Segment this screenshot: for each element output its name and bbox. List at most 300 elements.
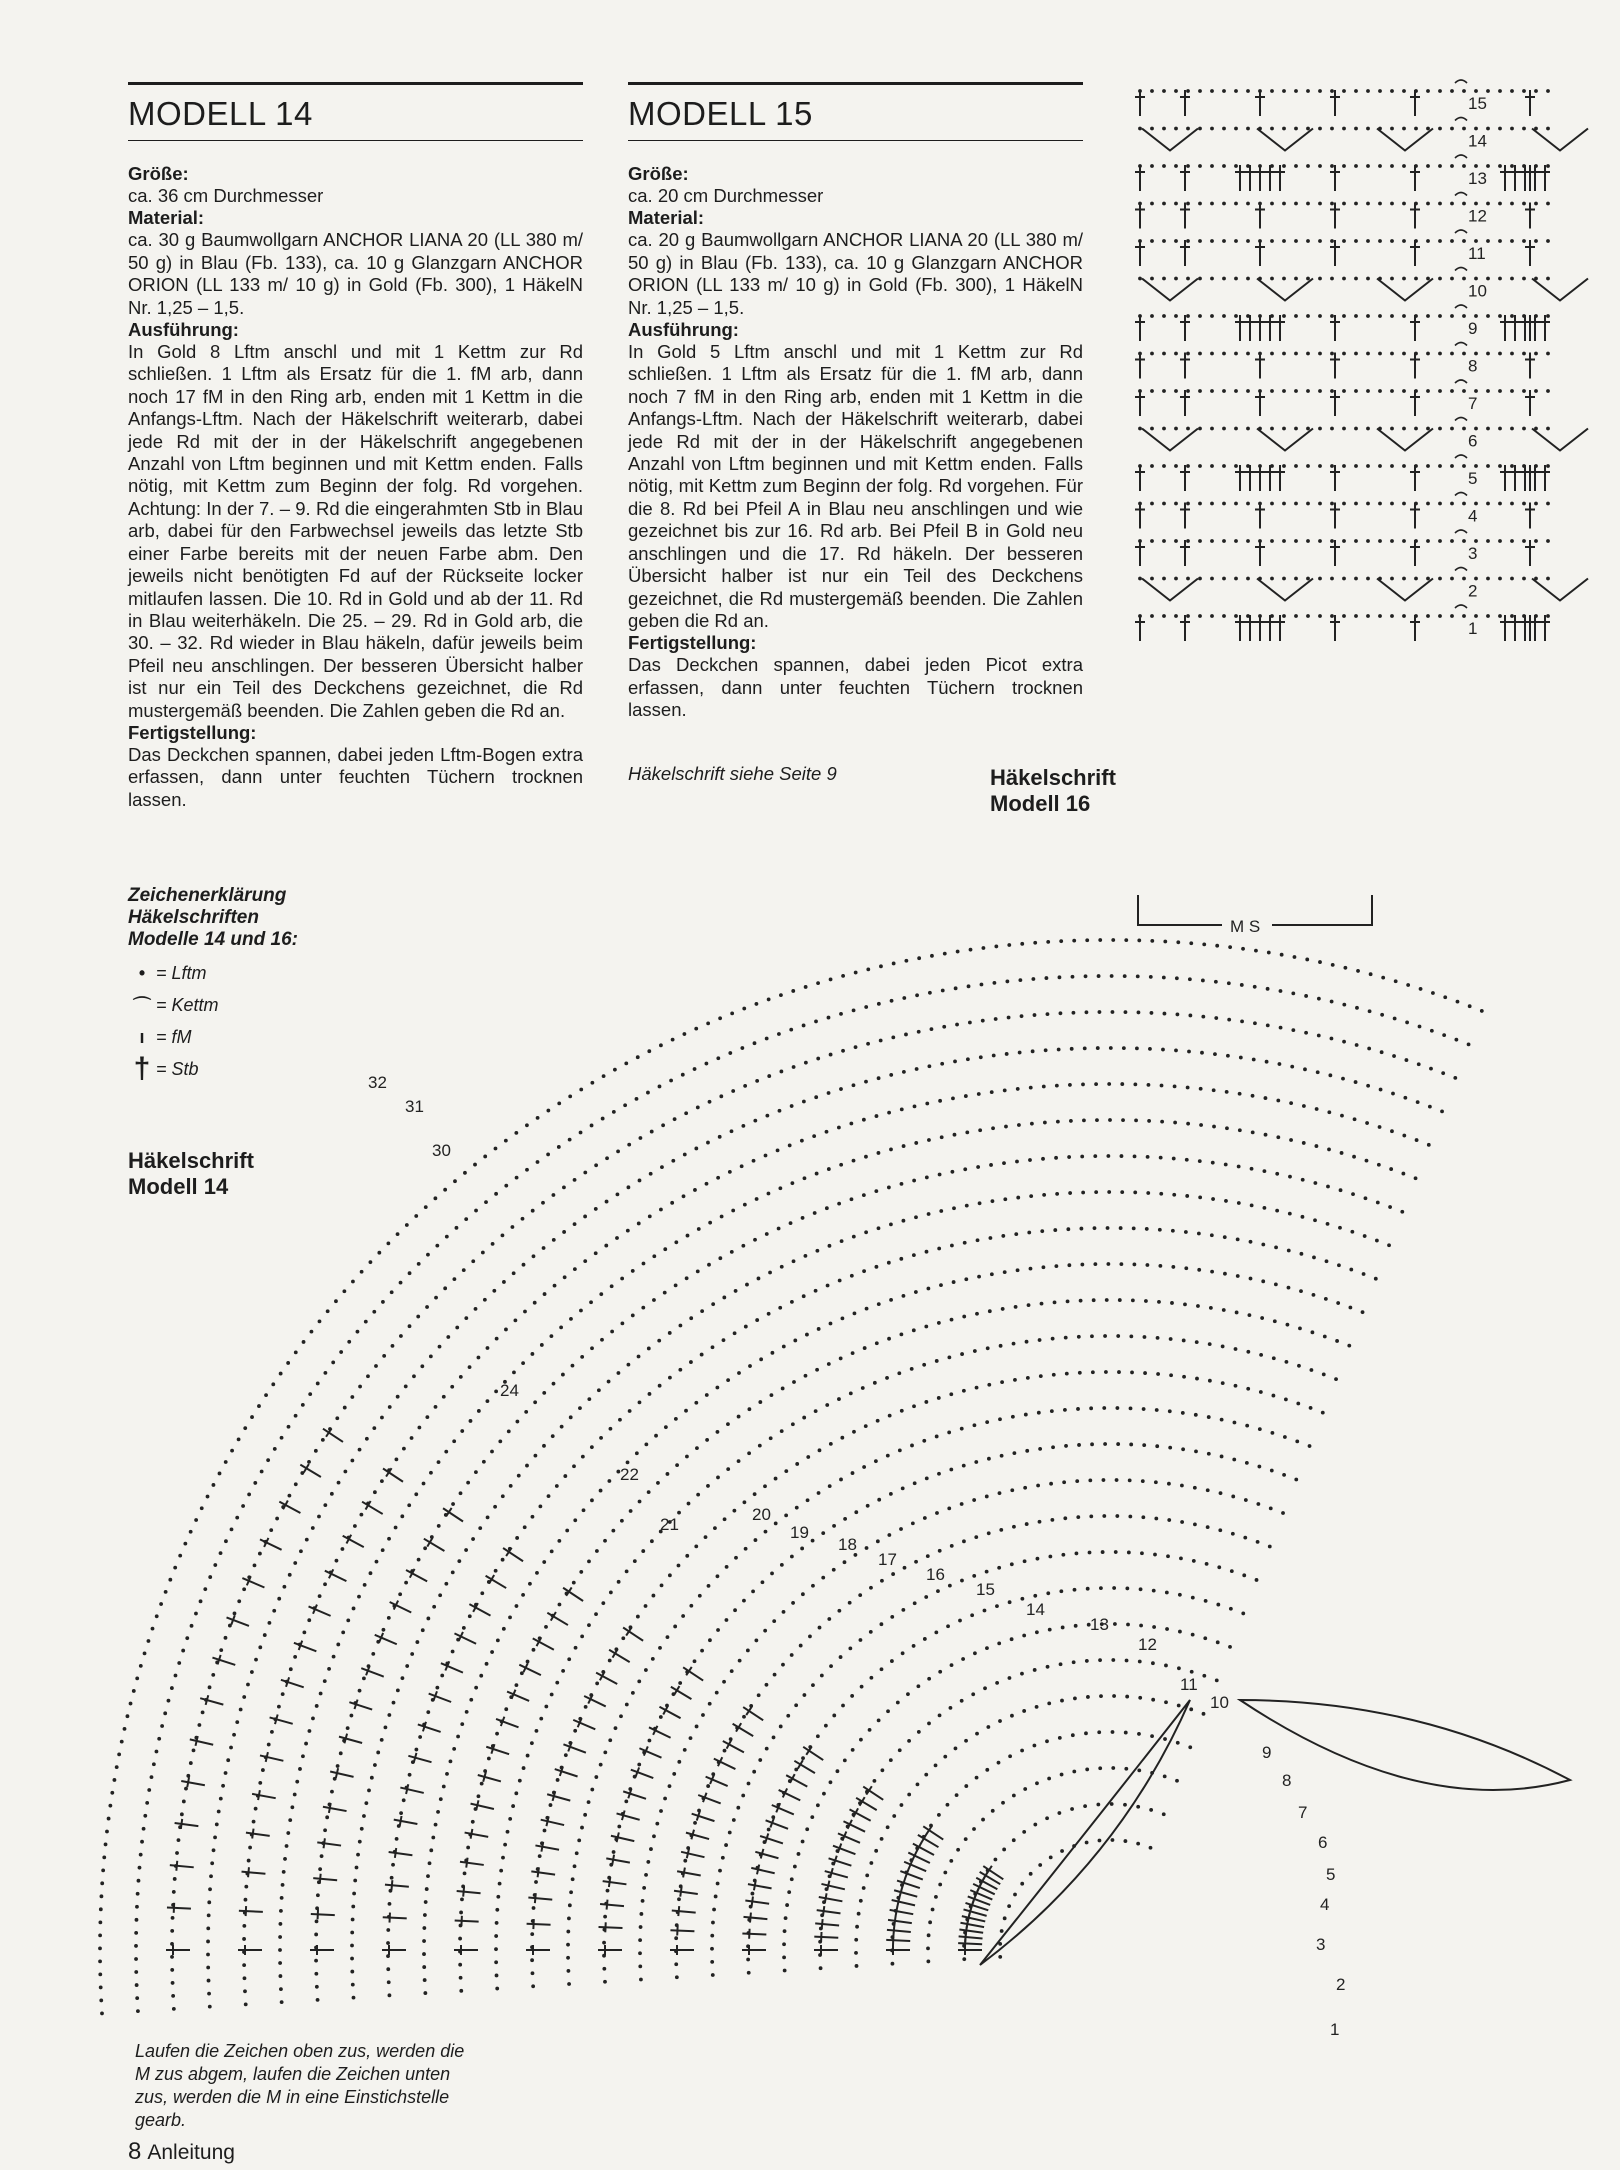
chain-dot bbox=[1067, 1155, 1071, 1159]
chain-dot bbox=[889, 1222, 893, 1226]
chain-dot bbox=[1072, 1770, 1076, 1774]
chain-dot bbox=[1008, 1600, 1012, 1604]
chain-dot bbox=[1158, 1264, 1162, 1268]
chain-dot bbox=[1196, 1304, 1200, 1308]
chain-dot bbox=[913, 1601, 917, 1605]
stb-symbol bbox=[1510, 465, 1520, 491]
round-number: 31 bbox=[405, 1097, 424, 1116]
chain-dot bbox=[778, 1306, 782, 1310]
chain-dot bbox=[1120, 1082, 1124, 1086]
stb-symbol bbox=[745, 1896, 770, 1909]
chain-dot bbox=[901, 1608, 905, 1612]
chain-dot bbox=[1023, 1787, 1027, 1791]
chain-dot bbox=[733, 1608, 737, 1612]
round-number: 9 bbox=[1468, 319, 1478, 338]
chain-dot bbox=[900, 1409, 904, 1413]
stb-symbol bbox=[535, 1841, 560, 1855]
chain-dot bbox=[567, 1917, 571, 1921]
chain-dot bbox=[924, 1773, 928, 1777]
chain-dot bbox=[638, 1938, 642, 1942]
chain-dot bbox=[743, 1084, 747, 1088]
chain-dot bbox=[1210, 614, 1214, 618]
chain-dot bbox=[164, 1590, 168, 1594]
chain-dot bbox=[1246, 539, 1250, 543]
stb-symbol bbox=[1410, 240, 1420, 266]
chain-dot bbox=[1150, 614, 1154, 618]
stb-symbol bbox=[1500, 465, 1510, 491]
chain-dot bbox=[962, 1315, 966, 1319]
chain-dot bbox=[316, 1382, 320, 1386]
chain-dot bbox=[1165, 1627, 1169, 1631]
chain-dot bbox=[1025, 1522, 1029, 1526]
chain-dot bbox=[208, 1685, 212, 1689]
chain-dot bbox=[710, 1934, 714, 1938]
chain-dot bbox=[458, 1937, 462, 1941]
chain-dot bbox=[293, 1655, 297, 1659]
chain-dot bbox=[288, 1818, 292, 1822]
kettm-arc bbox=[1455, 118, 1467, 121]
chain-dot bbox=[924, 1325, 928, 1329]
chain-dot bbox=[610, 1330, 614, 1334]
chain-dot bbox=[1486, 614, 1490, 618]
chain-dot bbox=[546, 1109, 550, 1113]
chain-dot bbox=[530, 1932, 534, 1936]
chain-dot bbox=[651, 1657, 655, 1661]
stb-symbol bbox=[1525, 540, 1535, 566]
chain-dot bbox=[793, 1339, 797, 1343]
chain-dot bbox=[1222, 127, 1226, 131]
chain-dot bbox=[955, 1793, 959, 1797]
kettm-arc bbox=[1455, 155, 1467, 158]
chain-dot bbox=[1283, 1435, 1287, 1439]
chain-dot bbox=[572, 1464, 576, 1468]
chain-dot bbox=[1222, 539, 1226, 543]
chain-dot bbox=[1024, 1413, 1028, 1417]
chain-dot bbox=[991, 1809, 995, 1813]
v-stitch bbox=[1142, 429, 1198, 451]
chain-dot bbox=[1546, 239, 1550, 243]
chain-dot bbox=[1390, 464, 1394, 468]
stb-symbol bbox=[712, 1754, 738, 1773]
chain-dot bbox=[864, 1155, 868, 1159]
chain-dot bbox=[641, 1306, 645, 1310]
chain-dot bbox=[437, 1460, 441, 1464]
chain-dot bbox=[1282, 502, 1286, 506]
chain-dot bbox=[1354, 614, 1358, 618]
chain-dot bbox=[206, 1495, 210, 1499]
chain-dot bbox=[864, 1005, 868, 1009]
chain-dot bbox=[964, 1277, 968, 1281]
chain-dot bbox=[206, 1953, 210, 1957]
chain-dot bbox=[1204, 1599, 1208, 1603]
stb-symbol bbox=[1510, 315, 1520, 341]
chain-dot bbox=[1108, 1118, 1112, 1122]
chain-dot bbox=[976, 1165, 980, 1169]
chain-dot bbox=[948, 1584, 952, 1588]
chain-dot bbox=[1020, 1749, 1024, 1753]
chain-dot bbox=[1416, 1100, 1420, 1104]
chain-dot bbox=[609, 1427, 613, 1431]
chain-dot bbox=[946, 1803, 950, 1807]
chain-dot bbox=[606, 1889, 610, 1893]
chain-dot bbox=[1011, 1415, 1015, 1419]
chain-dot bbox=[1163, 1012, 1167, 1016]
stb-symbol bbox=[1245, 315, 1255, 341]
chain-dot bbox=[426, 1874, 430, 1878]
chain-dot bbox=[613, 1068, 617, 1072]
chain-dot bbox=[1486, 314, 1490, 318]
chain-dot bbox=[525, 1464, 529, 1468]
chain-dot bbox=[175, 1851, 179, 1855]
stb-symbol bbox=[1540, 615, 1550, 641]
chain-dot bbox=[923, 1637, 927, 1641]
chain-dot bbox=[552, 1193, 556, 1197]
chain-dot bbox=[1222, 239, 1226, 243]
chain-dot bbox=[734, 1289, 738, 1293]
chain-dot bbox=[108, 1804, 112, 1808]
chain-dot bbox=[351, 1983, 355, 1987]
chain-dot bbox=[310, 1330, 314, 1334]
chain-dot bbox=[1092, 1298, 1096, 1302]
chain-dot bbox=[638, 1179, 642, 1183]
chain-dot bbox=[482, 1460, 486, 1464]
chain-dot bbox=[740, 1164, 744, 1168]
chain-dot bbox=[840, 1239, 844, 1243]
chain-dot bbox=[1059, 1011, 1063, 1015]
stb-symbol bbox=[1540, 315, 1550, 341]
stb-symbol bbox=[505, 1687, 531, 1706]
chain-dot bbox=[172, 2007, 176, 2011]
chain-dot bbox=[386, 1967, 390, 1971]
chain-dot bbox=[1210, 277, 1214, 281]
round-number: 5 bbox=[1468, 469, 1478, 488]
chain-dot bbox=[1270, 502, 1274, 506]
chain-dot bbox=[371, 1652, 375, 1656]
chain-dot bbox=[170, 1955, 174, 1959]
chain-dot bbox=[914, 1215, 918, 1219]
stb-symbol bbox=[526, 1945, 550, 1955]
chain-dot bbox=[288, 1573, 292, 1577]
chain-dot bbox=[659, 1809, 663, 1813]
chain-dot bbox=[336, 1764, 340, 1768]
chain-dot bbox=[1119, 1262, 1123, 1266]
chain-dot bbox=[1414, 127, 1418, 131]
chain-dot bbox=[1330, 164, 1334, 168]
chain-dot bbox=[616, 1149, 620, 1153]
chain-dot bbox=[1155, 1444, 1159, 1448]
chain-dot bbox=[1336, 1301, 1340, 1305]
chain-dot bbox=[1313, 1181, 1317, 1185]
chain-dot bbox=[1390, 277, 1394, 281]
chain-dot bbox=[325, 1815, 329, 1819]
chain-dot bbox=[1342, 539, 1346, 543]
chain-dot bbox=[356, 1853, 360, 1857]
chain-dot bbox=[1077, 1335, 1081, 1339]
chain-dot bbox=[244, 2002, 248, 2006]
chain-dot bbox=[1174, 502, 1178, 506]
chain-dot bbox=[612, 1850, 616, 1854]
chain-dot bbox=[1414, 577, 1418, 581]
chain-dot bbox=[494, 1389, 498, 1393]
chain-dot bbox=[1289, 1138, 1293, 1142]
chain-dot bbox=[1164, 1664, 1168, 1668]
chain-dot bbox=[1240, 1019, 1244, 1023]
chain-dot bbox=[515, 1420, 519, 1424]
chain-dot bbox=[1453, 1076, 1457, 1080]
chain-dot bbox=[625, 1703, 629, 1707]
chain-dot bbox=[221, 1784, 225, 1788]
chain-dot bbox=[1048, 1555, 1052, 1559]
chain-dot bbox=[683, 1859, 687, 1863]
chain-dot bbox=[624, 1061, 628, 1065]
chain-dot bbox=[1498, 89, 1502, 93]
chain-dot bbox=[263, 1633, 267, 1637]
chain-dot bbox=[1312, 1293, 1316, 1297]
chain-dot bbox=[1115, 1406, 1119, 1410]
chain-dot bbox=[1051, 1445, 1055, 1449]
chain-dot bbox=[1038, 1447, 1042, 1451]
chain-dot bbox=[1450, 202, 1454, 206]
legend-subtitle: Häkelschriften bbox=[128, 907, 259, 928]
chain-dot bbox=[686, 1234, 690, 1238]
legend-label: = Kettm bbox=[156, 994, 219, 1015]
chain-dot bbox=[1486, 202, 1490, 206]
chain-dot bbox=[1546, 389, 1550, 393]
chain-dot bbox=[886, 1709, 890, 1713]
chain-dot bbox=[583, 1813, 587, 1817]
chain-dot bbox=[708, 1638, 712, 1642]
chain-dot bbox=[1318, 539, 1322, 543]
chain-dot bbox=[1068, 1083, 1072, 1087]
round-number: 12 bbox=[1138, 1635, 1157, 1654]
chain-dot bbox=[925, 1176, 929, 1180]
chain-dot bbox=[1510, 277, 1514, 281]
kettm-arc bbox=[1455, 380, 1467, 383]
chain-dot bbox=[1224, 1163, 1228, 1167]
chain-dot bbox=[1389, 1167, 1393, 1171]
chain-dot bbox=[841, 1049, 845, 1053]
chain-dot bbox=[459, 1491, 463, 1495]
chain-dot bbox=[1137, 939, 1141, 943]
chain-dot bbox=[1282, 577, 1286, 581]
chain-dot bbox=[1210, 127, 1214, 131]
chain-dot bbox=[1365, 1159, 1369, 1163]
chain-dot bbox=[1354, 277, 1358, 281]
chain-dot bbox=[1474, 202, 1478, 206]
chain-dot bbox=[949, 1468, 953, 1472]
chain-dot bbox=[1222, 352, 1226, 356]
chain-dot bbox=[1125, 1659, 1129, 1663]
chain-dot bbox=[1162, 539, 1166, 543]
chain-dot bbox=[387, 1537, 391, 1541]
chain-dot bbox=[526, 1754, 530, 1758]
chain-dot bbox=[1366, 277, 1370, 281]
chain-dot bbox=[1042, 1085, 1046, 1089]
chain-dot bbox=[1085, 1659, 1089, 1663]
chain-dot bbox=[755, 1318, 759, 1322]
chain-dot bbox=[152, 1762, 156, 1766]
chain-dot bbox=[1438, 464, 1442, 468]
chain-dot bbox=[1342, 1003, 1346, 1007]
chain-dot bbox=[1378, 502, 1382, 506]
chain-dot bbox=[496, 1895, 500, 1899]
chain-dot bbox=[950, 1544, 954, 1548]
chain-dot bbox=[972, 1574, 976, 1578]
chain-dot bbox=[1252, 1058, 1256, 1062]
chain-dot bbox=[464, 1548, 468, 1552]
chain-dot bbox=[768, 1271, 772, 1275]
chain-dot bbox=[1281, 1511, 1285, 1515]
chain-dot bbox=[569, 1415, 573, 1419]
chain-dot bbox=[1450, 464, 1454, 468]
chain-dot bbox=[438, 1345, 442, 1349]
stb-symbol bbox=[540, 1815, 566, 1830]
stb-symbol bbox=[620, 1623, 646, 1645]
chain-dot bbox=[1246, 127, 1250, 131]
chain-dot bbox=[1181, 1447, 1185, 1451]
chain-dot bbox=[620, 1321, 624, 1325]
chain-dot bbox=[1152, 1589, 1156, 1593]
chain-dot bbox=[1007, 1904, 1011, 1908]
chain-dot bbox=[695, 1446, 699, 1450]
chain-dot bbox=[425, 1415, 429, 1419]
kettm-arc bbox=[1455, 230, 1467, 233]
chain-dot bbox=[1138, 427, 1142, 431]
chain-dot bbox=[1450, 314, 1454, 318]
chain-dot bbox=[816, 1057, 820, 1061]
chain-dot bbox=[1040, 1229, 1044, 1233]
chain-dot bbox=[1093, 1262, 1097, 1266]
chain-dot bbox=[224, 1771, 228, 1775]
chain-dot bbox=[837, 1126, 841, 1130]
stb-symbol bbox=[211, 1653, 237, 1670]
chain-dot bbox=[646, 1860, 650, 1864]
chain-dot bbox=[587, 1397, 591, 1401]
chain-dot bbox=[277, 1597, 281, 1601]
chain-dot bbox=[422, 1965, 426, 1969]
chain-dot bbox=[1246, 89, 1250, 93]
chain-dot bbox=[321, 1438, 325, 1442]
chain-dot bbox=[935, 1435, 939, 1439]
chain-dot bbox=[841, 974, 845, 978]
chain-dot bbox=[1237, 1165, 1241, 1169]
chain-dot bbox=[848, 1646, 852, 1650]
chain-dot bbox=[1364, 1196, 1368, 1200]
chain-dot bbox=[399, 1281, 403, 1285]
chain-dot bbox=[468, 1614, 472, 1618]
chain-dot bbox=[1534, 239, 1538, 243]
chain-dot bbox=[851, 1351, 855, 1355]
chain-dot bbox=[866, 967, 870, 971]
chain-dot bbox=[1354, 389, 1358, 393]
chain-dot bbox=[936, 1589, 940, 1593]
chain-dot bbox=[1522, 277, 1526, 281]
chain-dot bbox=[781, 1663, 785, 1667]
chain-dot bbox=[854, 1510, 858, 1514]
v-stitch bbox=[1532, 129, 1588, 151]
chain-dot bbox=[1323, 1335, 1327, 1339]
v-stitch bbox=[1532, 429, 1588, 451]
stb-symbol bbox=[1330, 165, 1340, 191]
chain-dot bbox=[1018, 1051, 1022, 1055]
chain-dot bbox=[862, 1886, 866, 1890]
chain-dot bbox=[806, 1498, 810, 1502]
chain-dot bbox=[647, 1490, 651, 1494]
chain-dot bbox=[843, 1560, 847, 1564]
chain-dot bbox=[1234, 164, 1238, 168]
chain-dot bbox=[132, 1689, 136, 1693]
chain-dot bbox=[705, 1393, 709, 1397]
chain-dot bbox=[1467, 1042, 1471, 1046]
chain-dot bbox=[639, 1912, 643, 1916]
chain-dot bbox=[480, 1782, 484, 1786]
chain-dot bbox=[1211, 1161, 1215, 1165]
chain-dot bbox=[805, 1827, 809, 1831]
chain-dot bbox=[1354, 239, 1358, 243]
chain-dot bbox=[219, 1551, 223, 1555]
chain-dot bbox=[1177, 1666, 1181, 1670]
chain-dot bbox=[426, 1617, 430, 1621]
chain-dot bbox=[477, 1356, 481, 1360]
chain-dot bbox=[605, 1200, 609, 1204]
chain-dot bbox=[1261, 1243, 1265, 1247]
chain-dot bbox=[445, 1772, 449, 1776]
chain-dot bbox=[544, 1705, 548, 1709]
chain-dot bbox=[669, 1079, 673, 1083]
chain-dot bbox=[523, 1310, 527, 1314]
stb-symbol bbox=[320, 1425, 346, 1447]
chain-dot bbox=[1354, 577, 1358, 581]
chain-dot bbox=[1474, 464, 1478, 468]
chain-dot bbox=[1186, 352, 1190, 356]
chain-dot bbox=[794, 1703, 798, 1707]
chain-dot bbox=[877, 1498, 881, 1502]
stb-symbol bbox=[483, 1571, 509, 1592]
chain-dot bbox=[1060, 1699, 1064, 1703]
chain-dot bbox=[1440, 1109, 1444, 1113]
chain-dot bbox=[160, 1724, 164, 1728]
chain-dot bbox=[674, 1417, 678, 1421]
chain-dot bbox=[264, 1393, 268, 1397]
chain-dot bbox=[728, 1170, 732, 1174]
chain-dot bbox=[1347, 1344, 1351, 1348]
chain-dot bbox=[1168, 1409, 1172, 1413]
chain-dot bbox=[1243, 1536, 1247, 1540]
chain-dot bbox=[1417, 1062, 1421, 1066]
chain-dot bbox=[572, 1581, 576, 1585]
chain-dot bbox=[1378, 1125, 1382, 1129]
stb-symbol bbox=[1410, 165, 1420, 191]
chain-dot bbox=[424, 1205, 428, 1209]
chain-dot bbox=[1106, 1154, 1110, 1158]
v-stitch bbox=[1257, 579, 1313, 601]
chain-dot bbox=[814, 1095, 818, 1099]
chain-dot bbox=[494, 1569, 498, 1573]
chain-dot bbox=[1072, 1011, 1076, 1015]
chain-dot bbox=[230, 1527, 234, 1531]
chain-dot bbox=[1162, 976, 1166, 980]
chain-dot bbox=[1210, 539, 1214, 543]
chain-dot bbox=[1190, 1670, 1194, 1674]
chain-dot bbox=[590, 1445, 594, 1449]
chain-dot bbox=[950, 1318, 954, 1322]
chain-dot bbox=[178, 1554, 182, 1558]
chain-dot bbox=[780, 1429, 784, 1433]
chain-dot bbox=[387, 1713, 391, 1717]
chain-dot bbox=[1210, 502, 1214, 506]
chain-dot bbox=[1402, 539, 1406, 543]
chain-dot bbox=[927, 1064, 931, 1068]
